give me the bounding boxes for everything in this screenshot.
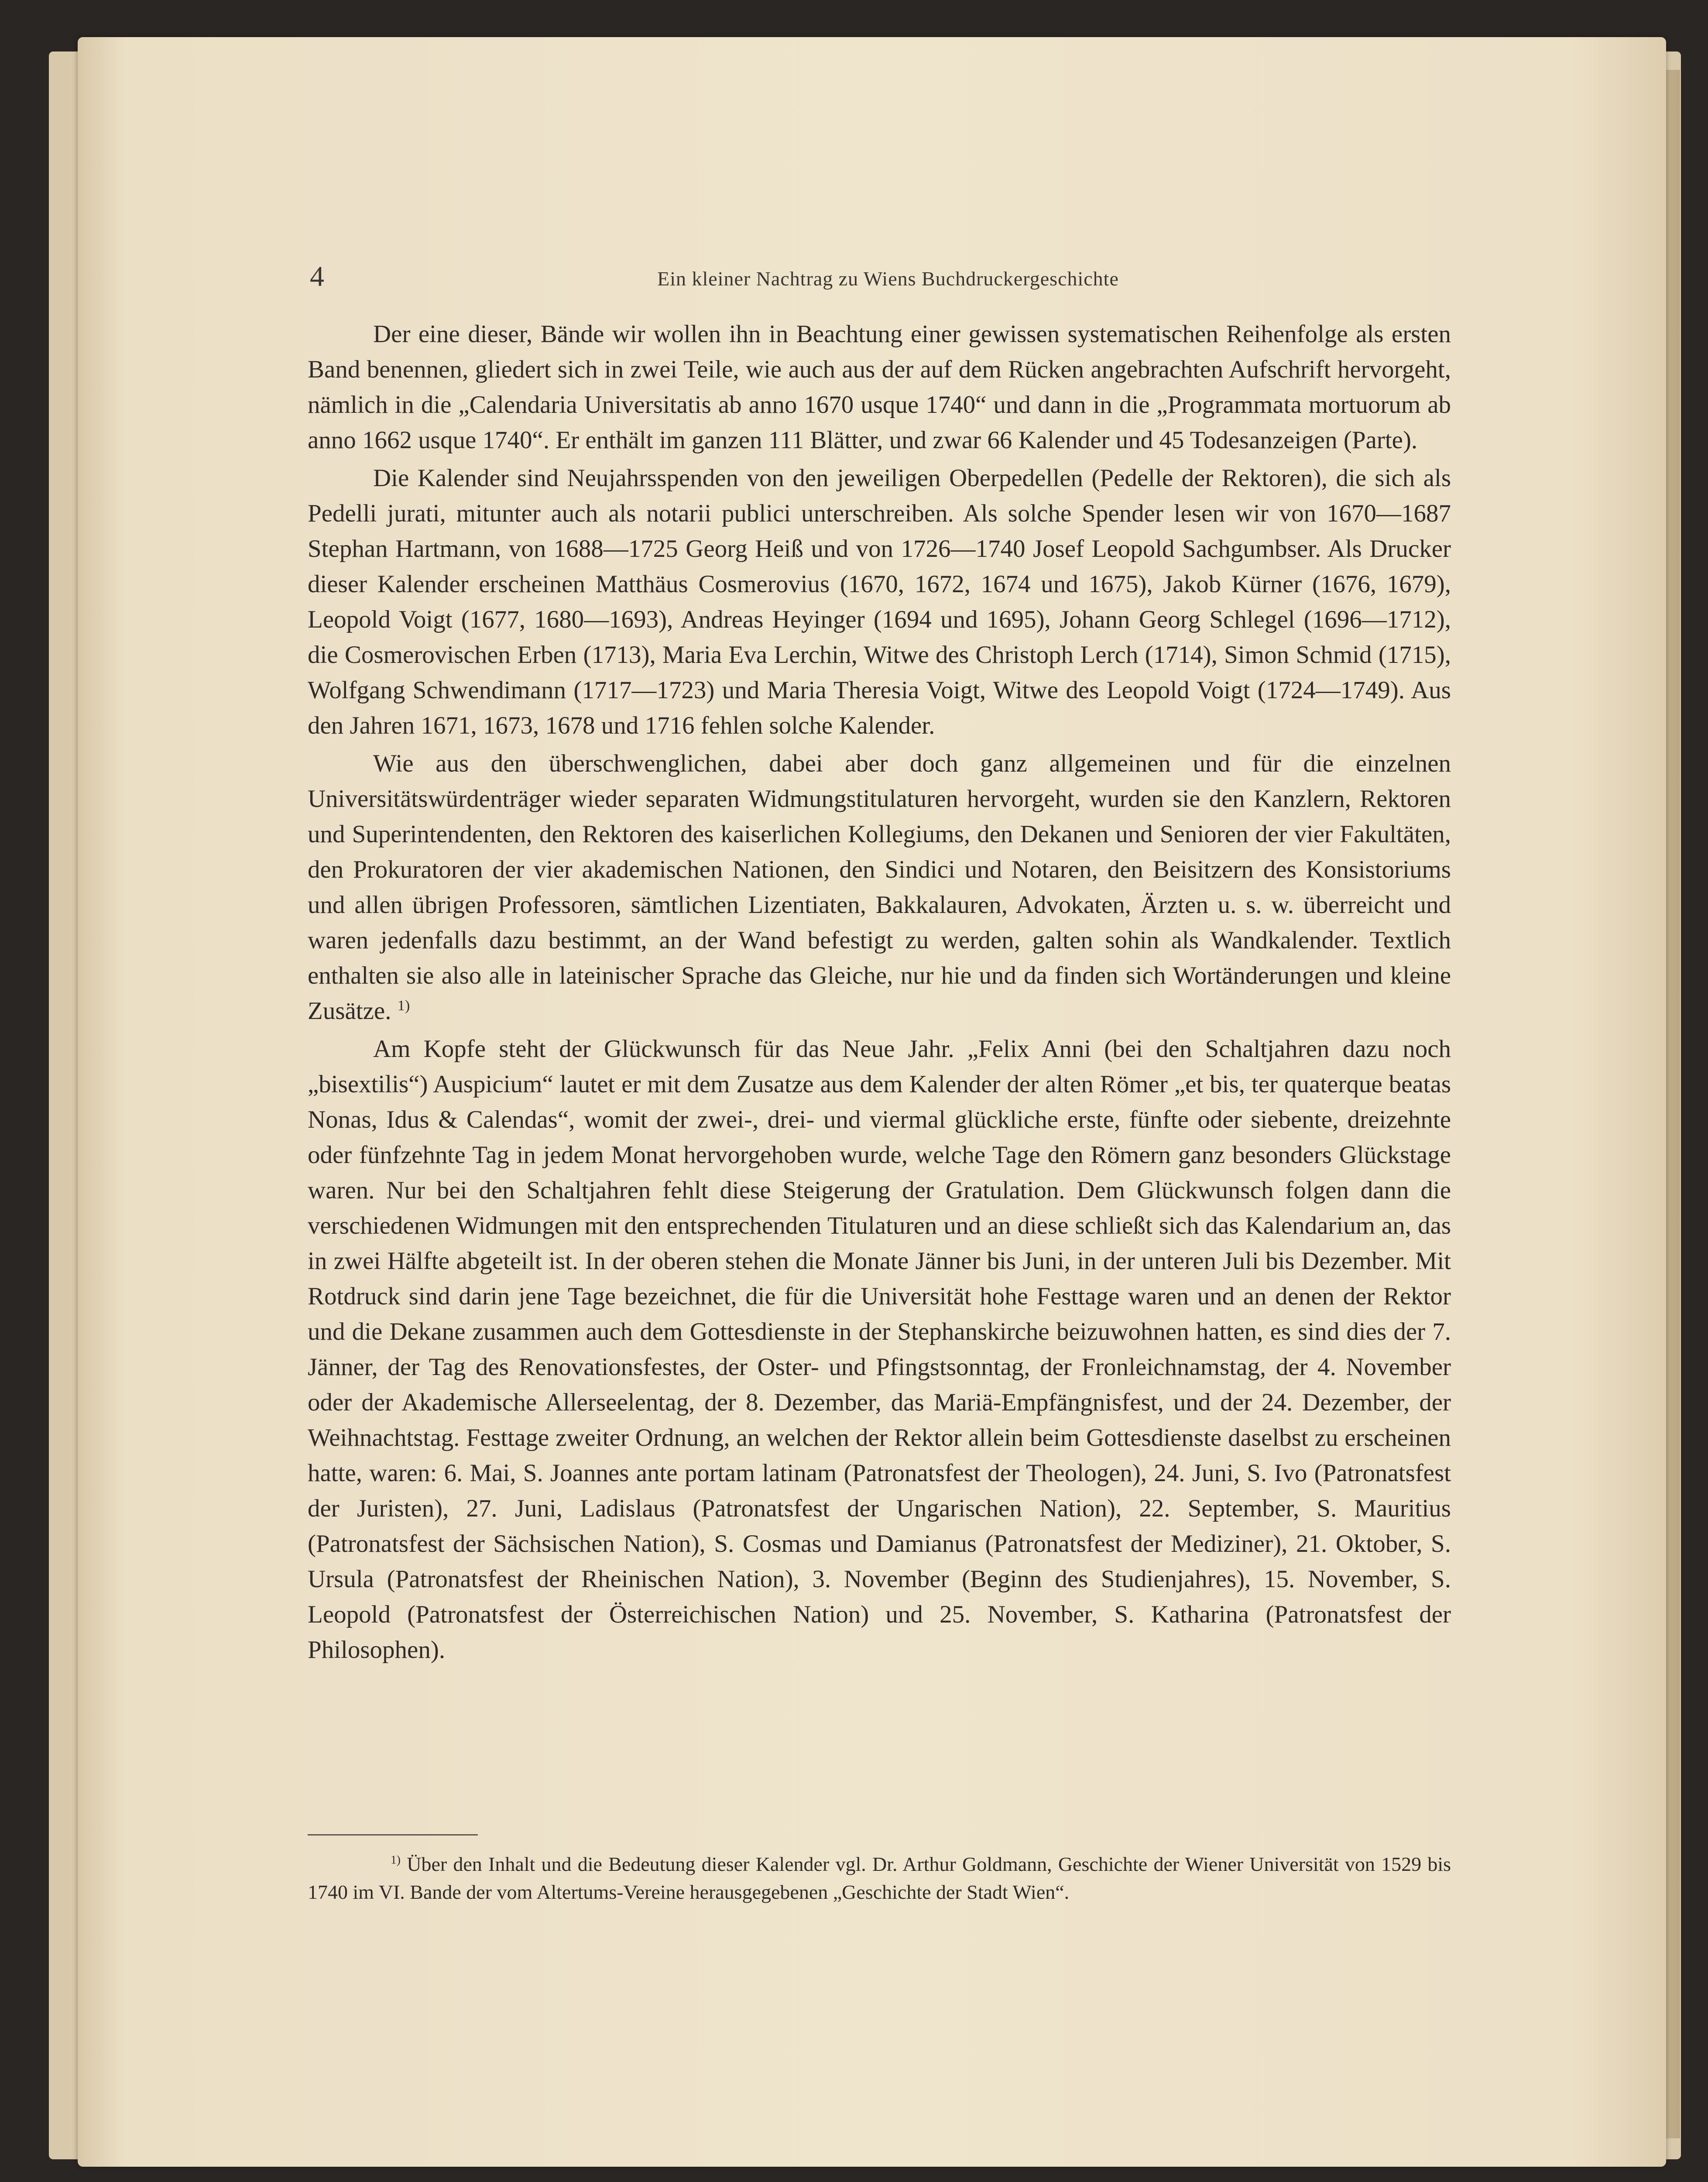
footnote-text: Über den Inhalt und die Bedeutung dieser Kalender vgl. Dr. Arthur Goldmann, Geschichte der Wiener Universität von 1529 bis 1740 im VI. Bande der vom Altertums-Vereine herausgegebenen „Geschichte der Stadt Wien“. (308, 1853, 1451, 1903)
footnote-paragraph (308, 1850, 1451, 1906)
footnote-marker: 1) (391, 1853, 401, 1866)
paragraph: Die Kalender sind Neujahrsspenden von den jeweiligen Oberpedellen (Pedelle der Rektoren), die sich als Pedelli jurati, mitunter auch als notarii publici unterschreiben. Als solche Spender lesen wir von 1670—1687 Stephan Hartmann, von 1688—1725 Georg Heiß und von 1726—1740 Josef Leopold Sachgumbser. Als Drucker dieser Kalender erscheinen Matthäus Cosmerovius (1670, 1672, 1674 und 1675), Jakob Kürner (1676, 1679), Leopold Voigt (1677, 1680—1693), Andreas Heyinger (1694 und 1695), Johann Georg Schlegel (1696—1712), die Cosmerovischen Erben (1713), Maria Eva Lerchin, Witwe des Christoph Lerch (1714), Simon Schmid (1715), Wolfgang Schwendimann (1717—1723) und Maria Theresia Voigt, Witwe des Leopold Voigt (1724—1749). Aus den Jahren 1671, 1673, 1678 und 1716 fehlen solche Kalender. (308, 464, 1451, 739)
paragraph: Der eine dieser, Bände wir wollen ihn in Beachtung einer gewissen systematischen Reihenfolge als ersten Band benennen, gliedert sich in zwei Teile, wie auch aus der auf dem Rücken angebrachten Aufschrift hervorgeht, nämlich in die „Calendaria Universitatis ab anno 1670 usque 1740“ und dann in die „Programmata mortuorum ab anno 1662 usque 1740“. Er enthält im ganzen 111 Blätter, und zwar 66 Kalender und 45 Todesanzeigen (Parte). (308, 320, 1451, 454)
page-header (310, 260, 1466, 299)
paragraph: Am Kopfe steht der Glückwunsch für das Neue Jahr. „Felix Anni (bei den Schaltjahren dazu noch „bisextilis“) Auspicium“ lautet er mit dem Zusatze aus dem Kalender der alten Römer „et bis, ter quaterque beatas Nonas, Idus & Calendas“, womit der zwei-, drei- und viermal glückliche erste, fünfte oder siebente, dreizehnte oder fünfzehnte Tag in jedem Monat hervorgehoben wurde, welche Tage den Römern ganz besonders Glückstage waren. Nur bei den Schaltjahren fehlt diese Steigerung der Gratulation. Dem Glückwunsch folgen dann die verschiedenen Widmungen mit den entsprechenden Titulaturen und an diese schließt sich das Kalendarium an, das in zwei Hälfte abgeteilt ist. In der oberen stehen die Monate Jänner bis Juni, in der unteren Juli bis Dezember. Mit Rotdruck sind darin jene Tage bezeichnet, die für die Universität hohe Festtage waren und an denen der Rektor und die Dekane zusammen auch dem Gottesdienste in der Stephanskirche beizuwohnen hatten, es sind dies der 7. Jänner, der Tag des Renovationsfestes, der Oster- und Pfingstsonntag, der Fronleichnamstag, der 4. November oder der Akademische Allerseelentag, der 8. Dezember, das Mariä-Empfängnisfest, und der 24. Dezember, der Weihnachtstag. Festtage zweiter Ordnung, an welchen der Rektor allein beim Gottesdienste daselbst zu erscheinen hatte, waren: 6. Mai, S. Joannes ante portam latinam (Patronatsfest der Theologen), 24. Juni, S. Ivo (Patronatsfest der Juristen), 27. Juni, Ladislaus (Patronatsfest der Ungarischen Nation), 22. September, S. Mauritius (Patronatsfest der Sächsischen Nation), S. Cosmas und Damianus (Patronatsfest der Mediziner), 21. Oktober, S. Ursula (Patronatsfest der Rheinischen Nation), 3. November (Beginn des Studienjahres), 15. November, S. Leopold (Patronatsfest der Österreichischen Nation) und 25. November, S. Katharina (Patronatsfest der Philosophen). (308, 1035, 1451, 1664)
paragraph (308, 746, 1451, 1029)
footnote-reference: 1) (397, 998, 410, 1014)
paragraph-text: Wie aus den überschwenglichen, dabei aber doch ganz allgemeinen und für die einzelnen Universitätswürdenträger wieder separaten Widmungstitulaturen hervorgeht, wurden sie den Kanzlern, Rektoren und Superintendenten, den Rektoren des kaiserlichen Kollegiums, den Dekanen und Senioren der vier Fakultäten, den Prokuratoren der vier akademischen Nationen, den Sindici und Notaren, den Beisitzern des Konsistoriums und allen übrigen Professoren, sämtlichen Lizentiaten, Bakkalauren, Advokaten, Ärzten u. s. w. überreicht und waren jedenfalls dazu bestimmt, an der Wand befestigt zu werden, galten sohin als Wandkalender. Textlich enthalten sie also alle in lateinischer Sprache das Gleiche, nur hie und da finden sich Wortänderungen und kleine Zusätze. (308, 750, 1451, 1025)
running-title: Ein kleiner Nachtrag zu Wiens Buchdruckergeschichte (657, 268, 1119, 290)
footnote (308, 1850, 1451, 1906)
body-text (308, 316, 1451, 1670)
page-number: 4 (310, 261, 324, 292)
footnote-divider (308, 1834, 478, 1835)
